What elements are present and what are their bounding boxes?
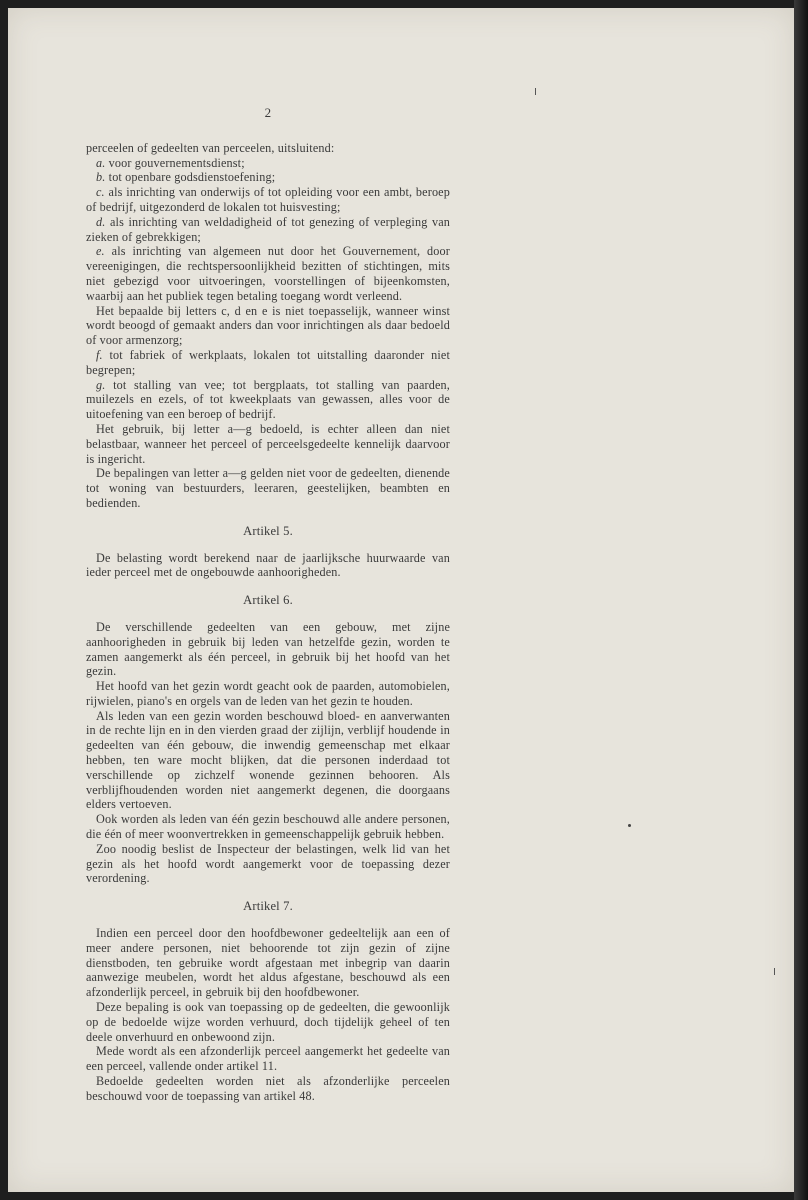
paragraph: De belasting wordt berekend naar de jaarlijksche huurwaarde van ieder perceel met de ongebouwde aanhoorigheden. xyxy=(86,550,450,580)
paragraph: Als leden van een gezin worden beschouwd bloed- en aanverwanten in de rechte lijn en in den vierden graad der zijlijn, verblijf houdende in gedeelten van één gebouw, die inwendig gemeenschap met elkaar hebben, ten ware mocht blijken, dat die personen inderdaad tot verschillende op zichzelf wonende gezinnen behooren. Als verblijfhoudenden worden niet aangemerkt degenen, die doorgaans elders vertoeven. xyxy=(86,708,450,812)
paragraph: Ook worden als leden van één gezin beschouwd alle andere personen, die één of meer woonvertrekken in gemeenschappelijk gebruik hebben. xyxy=(86,812,450,842)
page-sheet xyxy=(8,8,794,1192)
list-item: e. als inrichting van algemeen nut door het Gouvernement, door vereenigingen, die rechtspersoonlijkheid bezitten of stichtingen, mits niet gebezigd voor uitvoeringen, voorstellingen of bijeenkomsten, waarbij aan het publiek tegen betaling toegang wordt verleend. xyxy=(86,244,450,303)
paragraph: Indien een perceel door den hoofdbewoner gedeeltelijk aan een of meer andere personen, niet behoorende tot zijn gezin of zijne dienstboden, ten gebruike wordt afgestaan met inbegrip van daarin aanwezige meubelen, wordt het aldus afgestane, beschouwd als een afzonderlijk perceel, in gebruik bij den hoofdbewoner. xyxy=(86,926,450,1000)
paragraph: Bedoelde gedeelten worden niet als afzonderlijke perceelen beschouwd voor de toepassing van artikel 48. xyxy=(86,1074,450,1103)
article-5-heading: Artikel 5. xyxy=(243,523,293,538)
paragraph: Het gebruik, bij letter a—g bedoeld, is echter alleen dan niet belastbaar, wanneer het perceel of perceelsgedeelte kennelijk daarvoor is ingericht. xyxy=(86,421,450,466)
paragraph: Zoo noodig beslist de Inspecteur der belastingen, welk lid van het gezin als het hoofd wordt aangemerkt voor de toepassing dezer verordening. xyxy=(86,841,450,886)
list-item: b. tot openbare godsdienstoefening; xyxy=(96,170,276,185)
article-6-heading: Artikel 6. xyxy=(243,593,293,608)
edge-mark xyxy=(774,968,775,975)
list-item: c. als inrichting van onderwijs of tot opleiding voor een ambt, beroep of bedrijf, uitgezonderd de lokalen tot huisvesting; xyxy=(86,185,450,214)
list-item: a. voor gouvernementsdienst; xyxy=(96,155,245,170)
edge-mark xyxy=(535,88,536,95)
article-7-heading: Artikel 7. xyxy=(243,899,293,914)
intro-line: perceelen of gedeelten van perceelen, uitsluitend: xyxy=(86,140,335,155)
paragraph: Deze bepaling is ook van toepassing op de gedeelten, die gewoonlijk op de bedoelde wijze worden verhuurd, doch tijdelijk geheel of ten deele onverhuurd en onbewoond zijn. xyxy=(86,1000,450,1044)
list-item: g. tot stalling van vee; tot bergplaats, tot stalling van paarden, muilezels en ezels, of tot kweekplaats van gewassen, alles voor de uitoefening van een beroep of bedrijf. xyxy=(86,377,450,422)
paragraph: De bepalingen van letter a—g gelden niet voor de gedeelten, dienende tot woning van bestuurders, leeraren, geestelijken, beambten en bedienden. xyxy=(86,466,450,510)
list-item: d. als inrichting van weldadigheid of tot genezing of verpleging van zieken of gebrekkigen; xyxy=(86,214,450,244)
paragraph: De verschillende gedeelten van een gebouw, met zijne aanhoorigheden in gebruik bij leden van hetzelfde gezin, worden te zamen aangemerkt als één perceel, in gebruik bij het hoofd van het gezin. xyxy=(86,619,450,679)
paragraph: Het hoofd van het gezin wordt geacht ook de paarden, automobielen, rijwielen, piano's en orgels van de leden van het gezin te houden. xyxy=(86,679,450,708)
page-number: 2 xyxy=(264,105,272,120)
paragraph: Het bepaalde bij letters c, d en e is niet toepasselijk, wanneer winst wordt beoogd of gemaakt anders dan voor inrichtingen als daar bedoeld of voor armenzorg; xyxy=(86,303,450,348)
scan-edge xyxy=(794,0,808,1200)
list-item: f. tot fabriek of werkplaats, lokalen tot uitstalling daaronder niet begrepen; xyxy=(86,347,450,377)
document-body xyxy=(86,106,450,1104)
paragraph: Mede wordt als een afzonderlijk perceel aangemerkt het gedeelte van een perceel, vallende onder artikel 11. xyxy=(86,1044,450,1074)
speck-mark xyxy=(628,824,631,827)
